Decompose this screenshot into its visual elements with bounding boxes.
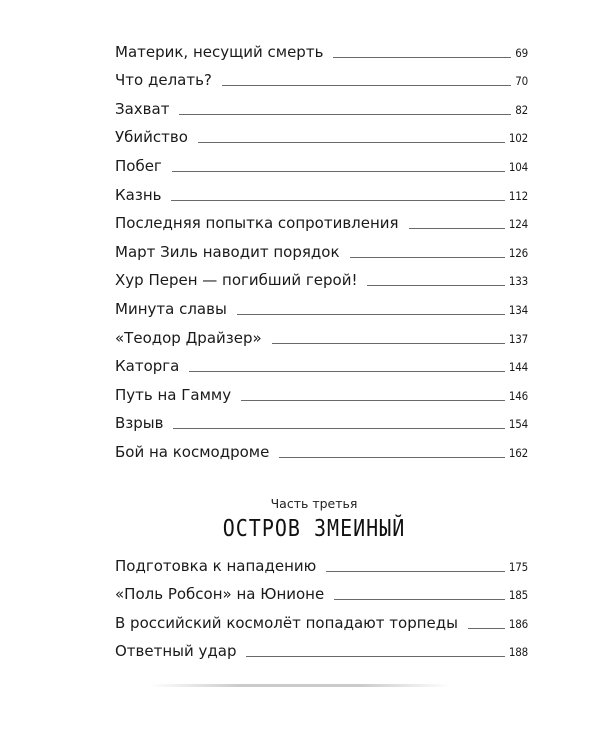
toc-entry-page: 186 [508, 616, 528, 631]
toc-entry-page: 70 [515, 74, 528, 89]
toc-entry [115, 433, 528, 462]
toc-entry [115, 290, 528, 319]
toc-entry-title: Материк, несущий смерть [115, 42, 324, 61]
toc-entry-title: Хур Перен — погибший герой! [115, 271, 358, 290]
toc-entry-page: 188 [508, 645, 528, 660]
toc-entry-page: 102 [508, 131, 528, 146]
toc-entry [115, 348, 528, 377]
toc-entry-title: Захват [115, 99, 170, 118]
toc-leader-line [334, 599, 505, 600]
toc-entry [115, 90, 528, 119]
toc-entry-title: Последняя попытка сопротивления [115, 214, 399, 233]
toc-leader-line [179, 114, 511, 115]
toc-entry-title: В российский космолёт попадают торпеды [115, 613, 458, 632]
toc-entry [115, 405, 528, 434]
toc-entry-page: 146 [508, 388, 528, 403]
toc-entry-title: Путь на Гамму [115, 385, 232, 404]
toc-entry [115, 33, 528, 62]
part-label: Часть третья [270, 496, 358, 511]
part-title: ОСТРОВ ЗМЕИНЫЙ [222, 514, 406, 542]
toc-entry-title: «Поль Робсон» на Юнионе [115, 585, 325, 604]
toc-leader-line [189, 371, 504, 372]
toc-entry-page: 154 [508, 417, 528, 432]
toc-leader-line [237, 314, 505, 315]
toc-entry-page: 185 [508, 588, 528, 603]
toc-leader-line [468, 628, 505, 629]
toc-entry-title: Ответный удар [115, 642, 237, 661]
toc-entry [115, 319, 528, 348]
toc-entry-page: 137 [508, 331, 528, 346]
bottom-divider [150, 684, 450, 687]
toc-entry-page: 134 [508, 302, 528, 317]
toc-leader-line [172, 171, 505, 172]
toc-entry-page: 162 [508, 445, 528, 460]
toc-entry-page: 112 [508, 188, 528, 203]
toc-leader-line [171, 200, 504, 201]
toc-list-part-two [115, 33, 528, 462]
toc-entry [115, 547, 528, 576]
toc-entry-page: 82 [515, 102, 528, 117]
toc-entry [115, 262, 528, 291]
toc-entry-title: Март Зиль наводит порядок [115, 242, 340, 261]
toc-leader-line [367, 285, 504, 286]
toc-entry [115, 576, 528, 605]
toc-leader-line [198, 142, 505, 143]
toc-entry-title: Казнь [115, 185, 162, 204]
toc-leader-line [409, 228, 505, 229]
toc-entry-page: 126 [508, 245, 528, 260]
toc-leader-line [350, 257, 505, 258]
toc-entry-page: 124 [508, 217, 528, 232]
toc-entry-title: Убийство [115, 128, 188, 147]
toc-entry [115, 376, 528, 405]
toc-entry-title: Побег [115, 156, 162, 175]
toc-entry [115, 233, 528, 262]
toc-leader-line [246, 656, 504, 657]
toc-entry-title: Что делать? [115, 71, 212, 90]
toc-leader-line [333, 57, 511, 58]
toc-leader-line [222, 85, 511, 86]
toc-entry-title: Взрыв [115, 414, 164, 433]
toc-entry-page: 175 [508, 559, 528, 574]
toc-entry-title: Минута славы [115, 299, 227, 318]
toc-entry [115, 633, 528, 662]
toc-entry-title: Каторга [115, 357, 180, 376]
toc-entry-title: Подготовка к нападению [115, 556, 317, 575]
toc-leader-line [279, 457, 505, 458]
toc-entry-page: 144 [508, 360, 528, 375]
toc-entry [115, 62, 528, 91]
toc-entry [115, 147, 528, 176]
toc-entry-page: 104 [508, 159, 528, 174]
toc-entry-title: «Теодор Драйзер» [115, 328, 262, 347]
toc-entry [115, 205, 528, 234]
toc-leader-line [241, 400, 505, 401]
toc-leader-line [326, 571, 505, 572]
toc-entry-page: 133 [508, 274, 528, 289]
toc-leader-line [272, 343, 505, 344]
toc-leader-line [173, 428, 504, 429]
toc-entry [115, 604, 528, 633]
toc-entry [115, 176, 528, 205]
toc-list-part-three [115, 547, 528, 661]
part-heading [0, 496, 600, 541]
toc-entry-page: 69 [515, 45, 528, 60]
toc-entry [115, 119, 528, 148]
toc-entry-title: Бой на космодроме [115, 442, 270, 461]
